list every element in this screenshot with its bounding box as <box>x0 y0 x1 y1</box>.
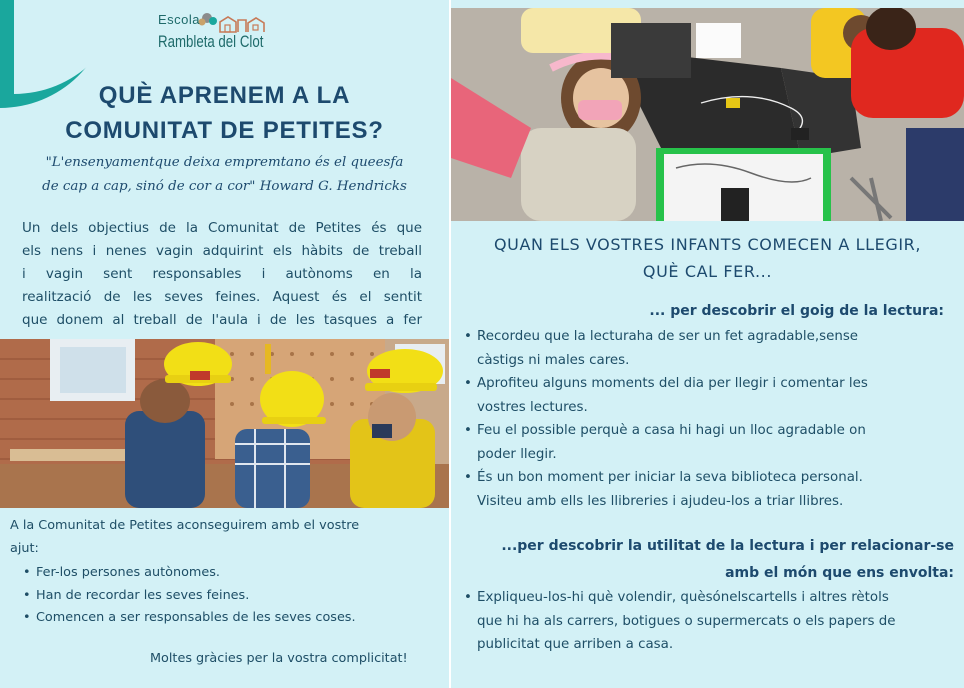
intro-line: i vagin sent responsables i autònoms en la <box>22 266 422 282</box>
list-item-line: vostres lectures. <box>477 399 588 415</box>
achieve-line1: A la Comunitat de Petites aconseguirem amb el vostre <box>10 518 360 533</box>
school-logo <box>158 12 278 60</box>
subheading-usefulness-line2: amb el món que ens envolta: <box>725 565 954 581</box>
achieve-list <box>20 562 440 630</box>
subheading-usefulness <box>501 533 954 587</box>
list-item-line: Expliqueu-los-hi què volendir, quèsónelscartells i altres rètols <box>477 590 889 605</box>
list-item-line: publicitat que arriben a casa. <box>477 637 674 652</box>
intro-line: els nens i nenes vagin adquirint els hàbits de treball <box>22 243 422 259</box>
achieve-intro <box>10 515 440 560</box>
children-helmets-photo <box>0 339 449 508</box>
intro-line: que donem al treball de l'aula i de les tasques a fer <box>22 312 422 328</box>
list-item <box>461 586 931 657</box>
right-heading-line2: QUÈ CAL FER... <box>642 262 773 281</box>
subheading-usefulness-line1: ...per descobrir la utilitat de la lectura i per relacionar-se <box>501 538 954 554</box>
thanks-text: Moltes gràcies per la vostra complicitat! <box>150 651 408 666</box>
list-item <box>461 466 931 513</box>
list-item: • Han de recordar les seves feines. <box>20 585 440 608</box>
children-circuit-photo <box>451 8 964 221</box>
list-item-line: Visiteu amb ells les llibreries i ajudeu-los a triar llibres. <box>477 493 844 509</box>
subheading-enjoyment: ... per descobrir el goig de la lectura: <box>649 303 944 319</box>
page-title-line1: QUÈ APRENEM A LA <box>98 82 351 109</box>
list-item: • Comencen a ser responsables de les seves coses. <box>20 607 440 630</box>
list-item <box>461 325 931 372</box>
page-title-line2: COMUNITAT DE PETITES? <box>65 117 384 144</box>
list-item: • Fer-los persones autònomes. <box>20 562 440 585</box>
logo-escola: Escola <box>158 12 201 27</box>
achieve-line2: ajut: <box>10 540 39 556</box>
list-item-line: És un bon moment per iniciar la seva biblioteca personal. <box>477 470 863 485</box>
reading-utility-list <box>461 586 931 657</box>
list-item-line: càstigs ni males cares. <box>477 352 630 368</box>
quote-line1: "L'ensenyamentque deixa empremtano és el queesfa <box>45 155 404 170</box>
logo-name: Rambleta del Clot <box>158 32 264 51</box>
list-item-line: que hi ha als carrers, botigues o supermercats o els papers de <box>477 613 896 629</box>
intro-line: Un dels objectius de la Comunitat de Petites és que <box>22 220 422 236</box>
list-item <box>461 419 931 466</box>
quote-line2: de cap a cap, sinó de cor a cor" Howard G. Hendricks <box>42 179 407 194</box>
list-item <box>461 372 931 419</box>
right-heading-line1: QUAN ELS VOSTRES INFANTS COMECEN A LLEGIR, <box>493 235 922 254</box>
intro-line: realització de les seves feines. Aquest és el sentit <box>22 289 422 305</box>
list-item-line: Feu el possible perquè a casa hi hagi un lloc agradable on <box>477 423 866 438</box>
list-item-line: Recordeu que la lecturaha de ser un fet agradable,sense <box>477 329 859 344</box>
list-item-line: Aprofiteu alguns moments del dia per llegir i comentar les <box>477 376 868 391</box>
reading-tips-list <box>461 325 931 513</box>
list-item-line: poder llegir. <box>477 446 557 462</box>
